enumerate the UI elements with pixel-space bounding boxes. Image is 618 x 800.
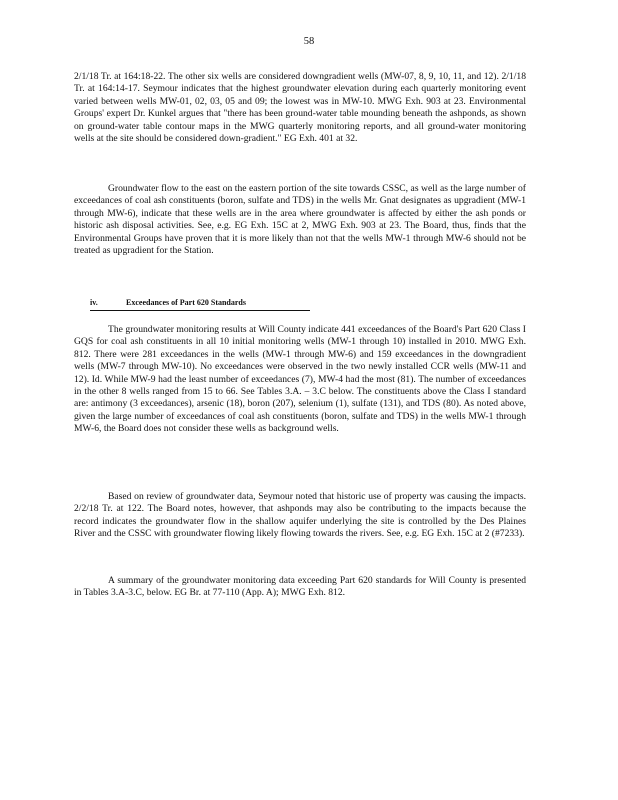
- paragraph-3: The groundwater monitoring results at Will County indicate 441 exceedances of the Board's Part 620 Class I GQS for coal ash constituents in all 10 initial monitoring wells (MW-1 through 10) installed in 2010. MWG Exh. 812. There were 281 exceedances in the wells (MW-1 through MW-6) and 159 exceedances in the downgradient wells (MW-7 through MW-10). No exceedances were observed in the two newly installed CCR wells (MW-11 and 12). Id. While MW-9 had the least number of exceedances (7), MW-4 had the most (81). The number of exceedances in the other 8 wells ranged from 15 to 66. See Tables 3.A. – 3.C below. The constituents above the Class I standard are: antimony (3 exceedances), arsenic (18), boron (207), selenium (1), sulfate (131), and TDS (80). As noted above, given the large number of exceedances of coal ash constituents (boron, sulfate and TDS) in the wells MW-1 through MW-6, the Board does not consider these wells as background wells.: [74, 324, 526, 435]
- paragraph-2: Groundwater flow to the east on the eastern portion of the site towards CSSC, as well as the large number of exceedances of coal ash constituents (boron, sulfate and TDS) in the wells Mr. Gnat designates as upgradient (MW-1 through MW-6), indicate that these wells are in the area where groundwater is affected by either the ash ponds or historic ash disposal activities. See, e.g. EG Exh. 15C at 2, MWG Exh. 903 at 23. The Board, thus, finds that the Environmental Groups have proven that it is more likely than not that the wells MW-1 through MW-6 should not be treated as upgradient for the Station.: [74, 183, 526, 257]
- paragraph-5: A summary of the groundwater monitoring data exceeding Part 620 standards for Will County is presented in Tables 3.A-3.C, below. EG Br. at 77-110 (App. A); MWG Exh. 812.: [74, 575, 526, 599]
- page-number: 58: [303, 36, 315, 47]
- paragraph-1: 2/1/18 Tr. at 164:18-22. The other six wells are considered downgradient wells (MW-07, 8, 9, 10, 11, and 12). 2/1/18 Tr. at 164:14-17. Seymour indicates that the highest groundwater elevation during each quarterly monitoring event varied between wells MW-01, 02, 03, 05 and 09; the lowest was in MW-10. MWG Exh. 903 at 23. Environmental Groups' expert Dr. Kunkel argues that "there has been ground-water table mounding beneath the ashponds, as shown on ground-water table contour maps in the MWG quarterly monitoring reports, and all ground-water monitoring wells at the site should be considered down-gradient." EG Exh. 401 at 32.: [74, 71, 526, 145]
- paragraph-4: Based on review of groundwater data, Seymour noted that historic use of property was causing the impacts. 2/2/18 Tr. at 122. The Board notes, however, that ashponds may also be contributing to the impacts because the record indicates the groundwater flow in the shallow aquifer underlying the site is controlled by the Des Plaines River and the CSSC with groundwater flowing likely flowing towards the rivers. See, e.g. EG Exh. 15C at 2 (#7233).: [74, 491, 526, 540]
- section-heading: [90, 297, 310, 311]
- section-heading-number: iv.: [90, 298, 98, 307]
- section-heading-title: Exceedances of Part 620 Standards: [126, 298, 246, 307]
